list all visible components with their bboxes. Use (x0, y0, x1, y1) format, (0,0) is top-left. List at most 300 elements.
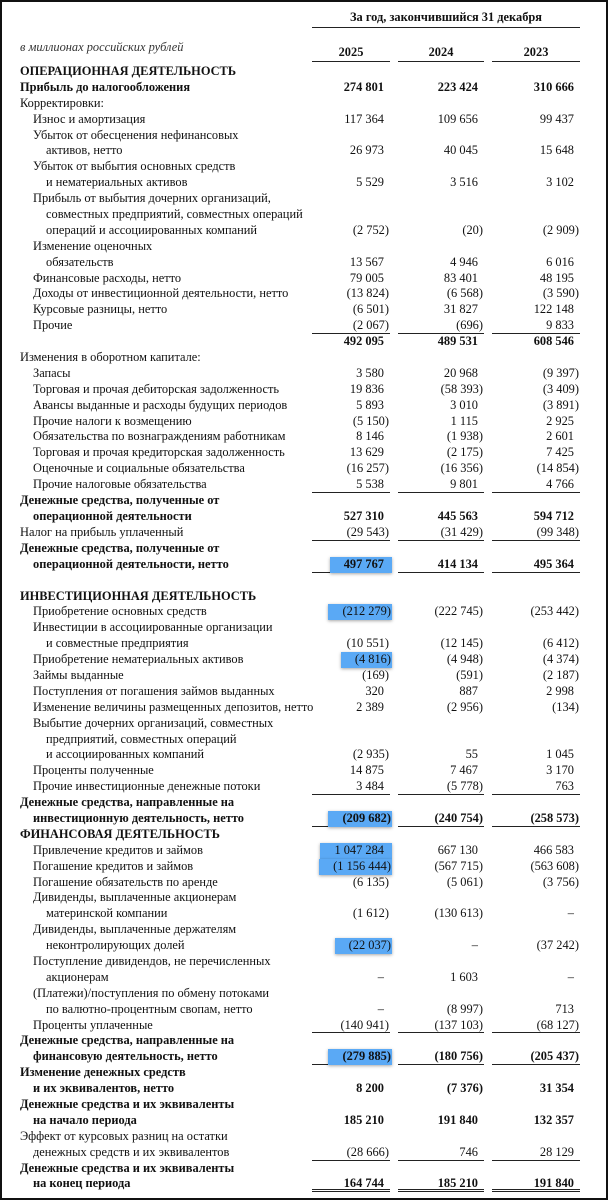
value-cell-2023 (492, 509, 580, 525)
row-label: Погашение обязательств по аренде (33, 874, 218, 889)
value-cell-2025 (312, 1081, 390, 1097)
value-cell-2023 (492, 779, 580, 795)
value-cell-2024 (398, 509, 484, 525)
value: 48 195 (539, 270, 574, 285)
value: (240 754) (434, 810, 483, 825)
value-cell-2023 (492, 1113, 580, 1129)
value: 31 354 (539, 1081, 574, 1096)
statement-row (2, 779, 606, 795)
highlighted-value: (4 816) (341, 652, 392, 668)
value-cell-2025 (312, 859, 390, 875)
value: (169) (362, 667, 389, 682)
statement-row (2, 525, 606, 541)
value-cell-2025 (312, 1176, 390, 1192)
statement-row (2, 159, 606, 191)
year-header-2025: 2025 (312, 45, 390, 62)
value: 3 484 (356, 779, 384, 794)
value-cell-2023 (492, 1002, 580, 1018)
value-cell-2023 (492, 445, 580, 461)
value-cell-2025 (312, 271, 390, 287)
row-label: операций и ассоциированных компаний (46, 222, 257, 237)
row-label: Денежные средства, полученные от (20, 493, 220, 508)
value-cell-2024 (398, 1049, 484, 1065)
value: (2 752) (352, 222, 389, 237)
statement-row (2, 1161, 606, 1193)
value: (14 854) (536, 461, 579, 476)
value-cell-2025 (312, 223, 390, 239)
value-cell-2024 (398, 557, 484, 573)
value-cell-2023 (492, 414, 580, 430)
statement-row (2, 128, 606, 160)
statement-row (2, 80, 606, 96)
value-cell-2025 (312, 700, 390, 716)
value-cell-2024 (398, 255, 484, 271)
value-cell-2023 (492, 747, 580, 763)
row-label: предприятий, совместных операций (46, 731, 237, 746)
statement-row (2, 700, 606, 716)
value: 2 925 (546, 413, 574, 428)
value-cell-2023 (492, 906, 580, 922)
statement-row (2, 875, 606, 891)
statement-row (2, 1033, 606, 1065)
value: 20 968 (443, 365, 478, 380)
row-label: Денежные средства, направленные на (20, 795, 235, 810)
statement-row (2, 541, 606, 573)
value-cell-2023 (492, 604, 580, 620)
value: (6 501) (352, 302, 389, 317)
value-cell-2025 (312, 414, 390, 430)
value: 274 801 (343, 79, 384, 94)
row-label: обязательств (46, 254, 114, 269)
row-label: Убыток от выбытия основных средств (33, 159, 236, 174)
value-cell-2025 (312, 112, 390, 128)
value-cell-2024 (398, 271, 484, 287)
value: 713 (555, 1001, 574, 1016)
statement-row (2, 477, 606, 493)
row-label: Налог на прибыль уплаченный (20, 524, 184, 539)
statement-row (2, 461, 606, 477)
statement-row (2, 604, 606, 620)
value: 5 529 (356, 175, 384, 190)
value-cell-2025 (312, 1018, 390, 1034)
value: – (567, 969, 574, 984)
row-label: Прочие налоговые обязательства (33, 477, 207, 492)
value-cell-2023 (492, 112, 580, 128)
value-cell-2023 (492, 366, 580, 382)
value: 191 840 (437, 1112, 478, 1127)
value: (563 608) (530, 858, 579, 873)
row-label: ИНВЕСТИЦИОННАЯ ДЕЯТЕЛЬНОСТЬ (20, 588, 257, 603)
row-label: Денежные средства и их эквиваленты (20, 1160, 235, 1175)
value: 191 840 (533, 1176, 574, 1191)
section-heading (2, 350, 606, 366)
value-cell-2023 (492, 382, 580, 398)
row-label: Износ и амортизация (33, 111, 146, 126)
value: – (377, 1001, 384, 1016)
value-cell-2025 (312, 1145, 390, 1161)
statement-row (2, 398, 606, 414)
row-label: (Платежи)/поступления по обмену потоками (33, 985, 270, 1000)
value-cell-2025 (312, 1049, 390, 1065)
value-cell-2024 (398, 684, 484, 700)
value: (6 135) (352, 874, 389, 889)
row-label: и совместные предприятия (46, 636, 189, 651)
value-cell-2024 (398, 429, 484, 445)
value: 79 005 (349, 270, 384, 285)
value-cell-2024 (398, 843, 484, 859)
value-cell-2024 (398, 80, 484, 96)
row-label: акционерам (46, 969, 109, 984)
value-cell-2024 (398, 143, 484, 159)
value-cell-2023 (492, 859, 580, 875)
row-label: Денежные средства, направленные на (20, 1033, 235, 1048)
value-cell-2023 (492, 684, 580, 700)
value: (8 997) (446, 1001, 483, 1016)
value-cell-2024 (398, 652, 484, 668)
value-cell-2024 (398, 175, 484, 191)
value-cell-2024 (398, 636, 484, 652)
period-header: За год, закончившийся 31 декабря (312, 10, 580, 28)
statement-row (2, 1065, 606, 1097)
value-cell-2023 (492, 525, 580, 541)
value: 14 875 (349, 763, 384, 778)
value: 13 567 (349, 254, 384, 269)
value-cell-2023 (492, 1145, 580, 1161)
value: 7 425 (546, 445, 574, 460)
row-label: операционной деятельности, нетто (33, 556, 229, 571)
value-cell-2024 (398, 477, 484, 493)
row-label: совместных предприятий, совместных операций (46, 207, 303, 222)
value-cell-2025 (312, 811, 390, 827)
value-cell-2023 (492, 1081, 580, 1097)
statement-row (2, 684, 606, 700)
value: 1 115 (450, 413, 478, 428)
value: 13 629 (349, 445, 384, 460)
row-label: Изменение денежных средств (20, 1065, 186, 1080)
value-cell-2025 (312, 286, 390, 302)
value-cell-2024 (398, 938, 484, 954)
value: – (471, 938, 478, 953)
value-cell-2023 (492, 652, 580, 668)
value: 3 516 (450, 175, 478, 190)
value-cell-2025 (312, 875, 390, 891)
value: (5 061) (446, 874, 483, 889)
value-cell-2025 (312, 366, 390, 382)
value-cell-2024 (398, 112, 484, 128)
value: 667 130 (437, 842, 478, 857)
value: (1 938) (446, 429, 483, 444)
value: (222 745) (434, 604, 483, 619)
value-cell-2024 (398, 461, 484, 477)
value-cell-2023 (492, 970, 580, 986)
value: (2 909) (542, 222, 579, 237)
value-cell-2024 (398, 382, 484, 398)
value: 4 766 (546, 477, 574, 492)
value: 489 531 (437, 334, 478, 349)
row-label: Проценты полученные (33, 763, 154, 778)
row-label: Финансовые расходы, нетто (33, 270, 182, 285)
row-label: Денежные средства и их эквиваленты (20, 1097, 235, 1111)
value-cell-2023 (492, 461, 580, 477)
row-label: Поступление дивидендов, не перечисленных (33, 953, 271, 968)
value: (6 568) (446, 286, 483, 301)
value-cell-2023 (492, 429, 580, 445)
value: 109 656 (437, 111, 478, 126)
value: (99 348) (536, 524, 579, 539)
statement-row (2, 429, 606, 445)
row-label: Изменения в оборотном капитале: (20, 350, 201, 365)
value: 164 744 (343, 1176, 384, 1191)
value: 1 045 (546, 747, 574, 762)
highlighted-value: (209 682) (328, 811, 392, 827)
value: 763 (555, 779, 574, 794)
statement-row (2, 954, 606, 986)
value: (28 666) (346, 1144, 389, 1159)
value-cell-2023 (492, 557, 580, 573)
row-label: активов, нетто (46, 143, 123, 158)
row-label: Дивиденды, выплаченные акционерам (33, 890, 237, 905)
row-label: Изменение оценочных (33, 238, 153, 253)
value: (37 242) (536, 938, 579, 953)
value: 5 538 (356, 477, 384, 492)
value-cell-2023 (492, 938, 580, 954)
row-label: Приобретение основных средств (33, 604, 207, 619)
row-label: Инвестиции в ассоциированные организации (33, 620, 273, 635)
statement-row (2, 859, 606, 875)
value-cell-2025 (312, 175, 390, 191)
value-cell-2025 (312, 334, 390, 350)
value: 185 210 (437, 1176, 478, 1191)
value: (2 175) (446, 445, 483, 460)
value-cell-2023 (492, 843, 580, 859)
value: – (377, 969, 384, 984)
statement-row (2, 334, 606, 350)
value: (5 778) (446, 779, 483, 794)
value: (3 409) (542, 381, 579, 396)
row-label: Запасы (33, 365, 71, 380)
value: 40 045 (443, 143, 478, 158)
value: 2 601 (546, 429, 574, 444)
value: 1 603 (450, 969, 478, 984)
row-label: Приобретение нематериальных активов (33, 652, 244, 667)
value-cell-2023 (492, 763, 580, 779)
value: 5 893 (356, 397, 384, 412)
value: 99 437 (539, 111, 574, 126)
value-cell-2025 (312, 557, 390, 573)
value-cell-2023 (492, 477, 580, 493)
row-label: Доходы от инвестиционной деятельности, нетто (33, 286, 289, 301)
value-cell-2025 (312, 302, 390, 318)
statement-row (2, 668, 606, 684)
value: 2 998 (546, 683, 574, 698)
value: 117 364 (344, 111, 384, 126)
value-cell-2024 (398, 747, 484, 763)
value: 15 648 (539, 143, 574, 158)
row-label: Дивиденды, выплаченные держателям (33, 922, 237, 937)
statement-row (2, 763, 606, 779)
value-cell-2025 (312, 747, 390, 763)
value-cell-2024 (398, 811, 484, 827)
row-label: ФИНАНСОВАЯ ДЕЯТЕЛЬНОСТЬ (20, 826, 220, 841)
statement-row (2, 890, 606, 922)
value: 495 364 (533, 556, 574, 571)
row-label: инвестиционную деятельность, нетто (33, 810, 244, 825)
row-label: и нематериальных активов (46, 175, 188, 190)
value: 83 401 (443, 270, 478, 285)
value-cell-2023 (492, 175, 580, 191)
value-cell-2025 (312, 445, 390, 461)
value-cell-2024 (398, 445, 484, 461)
row-label: и ассоциированных компаний (46, 747, 204, 762)
row-label: финансовую деятельность, нетто (33, 1049, 218, 1064)
row-label: и их эквивалентов, нетто (33, 1081, 175, 1096)
units-label: в миллионах российских рублей (20, 40, 184, 54)
row-label: ОПЕРАЦИОННАЯ ДЕЯТЕЛЬНОСТЬ (20, 64, 237, 78)
value-cell-2023 (492, 398, 580, 414)
value: 4 946 (450, 254, 478, 269)
value: (180 756) (434, 1049, 483, 1064)
value-cell-2025 (312, 636, 390, 652)
value-cell-2024 (398, 318, 484, 334)
value: (29 543) (346, 524, 389, 539)
value: (12 145) (440, 636, 483, 651)
row-label: Обязательства по вознаграждениям работникам (33, 429, 286, 444)
statement-row (2, 271, 606, 287)
section-heading (2, 589, 606, 605)
highlighted-value: (279 885) (328, 1049, 392, 1065)
value: (130 613) (434, 906, 483, 921)
row-label: Эффект от курсовых разниц на остатки (20, 1128, 228, 1143)
value-cell-2024 (398, 970, 484, 986)
value: (1 612) (352, 906, 389, 921)
value: (16 257) (346, 461, 389, 476)
value: (58 393) (440, 381, 483, 396)
value: (205 437) (530, 1049, 579, 1064)
row-label: Прибыль до налогообложения (20, 79, 191, 94)
value: 7 467 (450, 763, 478, 778)
value: (567 715) (434, 858, 483, 873)
statement-row (2, 191, 606, 239)
value: 310 666 (533, 79, 574, 94)
value: (134) (552, 699, 579, 714)
value-cell-2024 (398, 334, 484, 350)
highlighted-value: 497 767 (330, 557, 392, 573)
value-cell-2025 (312, 604, 390, 620)
statement-row (2, 414, 606, 430)
statement-row (2, 843, 606, 859)
value-cell-2024 (398, 1081, 484, 1097)
value-cell-2023 (492, 636, 580, 652)
statement-row (2, 716, 606, 764)
highlighted-value: (22 037) (335, 938, 392, 954)
value: (20) (462, 222, 483, 237)
value-cell-2023 (492, 302, 580, 318)
row-label: Убыток от обесценения нефинансовых (33, 127, 239, 142)
row-label: неконтролирующих долей (46, 938, 185, 953)
row-label: Торговая и прочая дебиторская задолженность (33, 381, 280, 396)
value-cell-2025 (312, 318, 390, 334)
value-cell-2024 (398, 1113, 484, 1129)
value-cell-2024 (398, 700, 484, 716)
value: (9 397) (542, 365, 579, 380)
row-label: на начало периода (33, 1112, 137, 1127)
row-label: Проценты уплаченные (33, 1017, 153, 1032)
value: (5 150) (352, 413, 389, 428)
value: 132 357 (533, 1112, 574, 1127)
value-cell-2024 (398, 366, 484, 382)
value-cell-2024 (398, 302, 484, 318)
highlighted-value: (1 156 444) (319, 859, 392, 875)
value-cell-2023 (492, 700, 580, 716)
value-cell-2025 (312, 668, 390, 684)
row-label: Займы выданные (33, 667, 124, 682)
value-cell-2024 (398, 763, 484, 779)
value-cell-2024 (398, 779, 484, 795)
row-label: на конец периода (33, 1176, 131, 1191)
value: 527 310 (343, 508, 384, 523)
section-gap (2, 573, 606, 589)
highlighted-value: (212 279) (328, 604, 392, 620)
value: 3 580 (356, 365, 384, 380)
year-header-2023: 2023 (492, 45, 580, 62)
value: 185 210 (343, 1112, 384, 1127)
value-cell-2024 (398, 398, 484, 414)
statement-row (2, 620, 606, 652)
row-label: Курсовые разницы, нетто (33, 302, 168, 317)
value-cell-2025 (312, 843, 390, 859)
value-cell-2023 (492, 255, 580, 271)
row-label: материнской компании (46, 906, 168, 921)
value: 3 010 (450, 397, 478, 412)
row-label: Прибыль от выбытия дочерних организаций, (33, 191, 271, 206)
value-cell-2024 (398, 906, 484, 922)
statement-row (2, 795, 606, 827)
value-cell-2023 (492, 1049, 580, 1065)
value-cell-2025 (312, 938, 390, 954)
statement-row (2, 239, 606, 271)
value: 28 129 (539, 1144, 574, 1159)
statement-row (2, 286, 606, 302)
value: (31 429) (440, 524, 483, 539)
value: (696) (456, 318, 483, 333)
value-cell-2023 (492, 318, 580, 334)
row-label: денежных средств и их эквивалентов (33, 1144, 230, 1159)
section-heading (2, 64, 606, 80)
value: 2 389 (356, 699, 384, 714)
value-cell-2024 (398, 875, 484, 891)
value: (2 187) (542, 667, 579, 682)
year-header-2024: 2024 (398, 45, 484, 62)
value: 3 102 (546, 175, 574, 190)
section-heading (2, 827, 606, 843)
value: 3 170 (546, 763, 574, 778)
value-cell-2024 (398, 668, 484, 684)
value: 887 (459, 683, 478, 698)
highlighted-value: 1 047 284 (320, 843, 392, 859)
value-cell-2023 (492, 1176, 580, 1192)
value: (2 067) (352, 318, 389, 333)
row-label: операционной деятельности (33, 508, 192, 523)
value-cell-2025 (312, 525, 390, 541)
value-cell-2024 (398, 1145, 484, 1161)
value-cell-2025 (312, 382, 390, 398)
statement-row (2, 1018, 606, 1034)
value-cell-2025 (312, 684, 390, 700)
value: (2 956) (446, 699, 483, 714)
row-label: Прочие инвестиционные денежные потоки (33, 779, 261, 794)
value-cell-2025 (312, 763, 390, 779)
statement-row (2, 1129, 606, 1161)
